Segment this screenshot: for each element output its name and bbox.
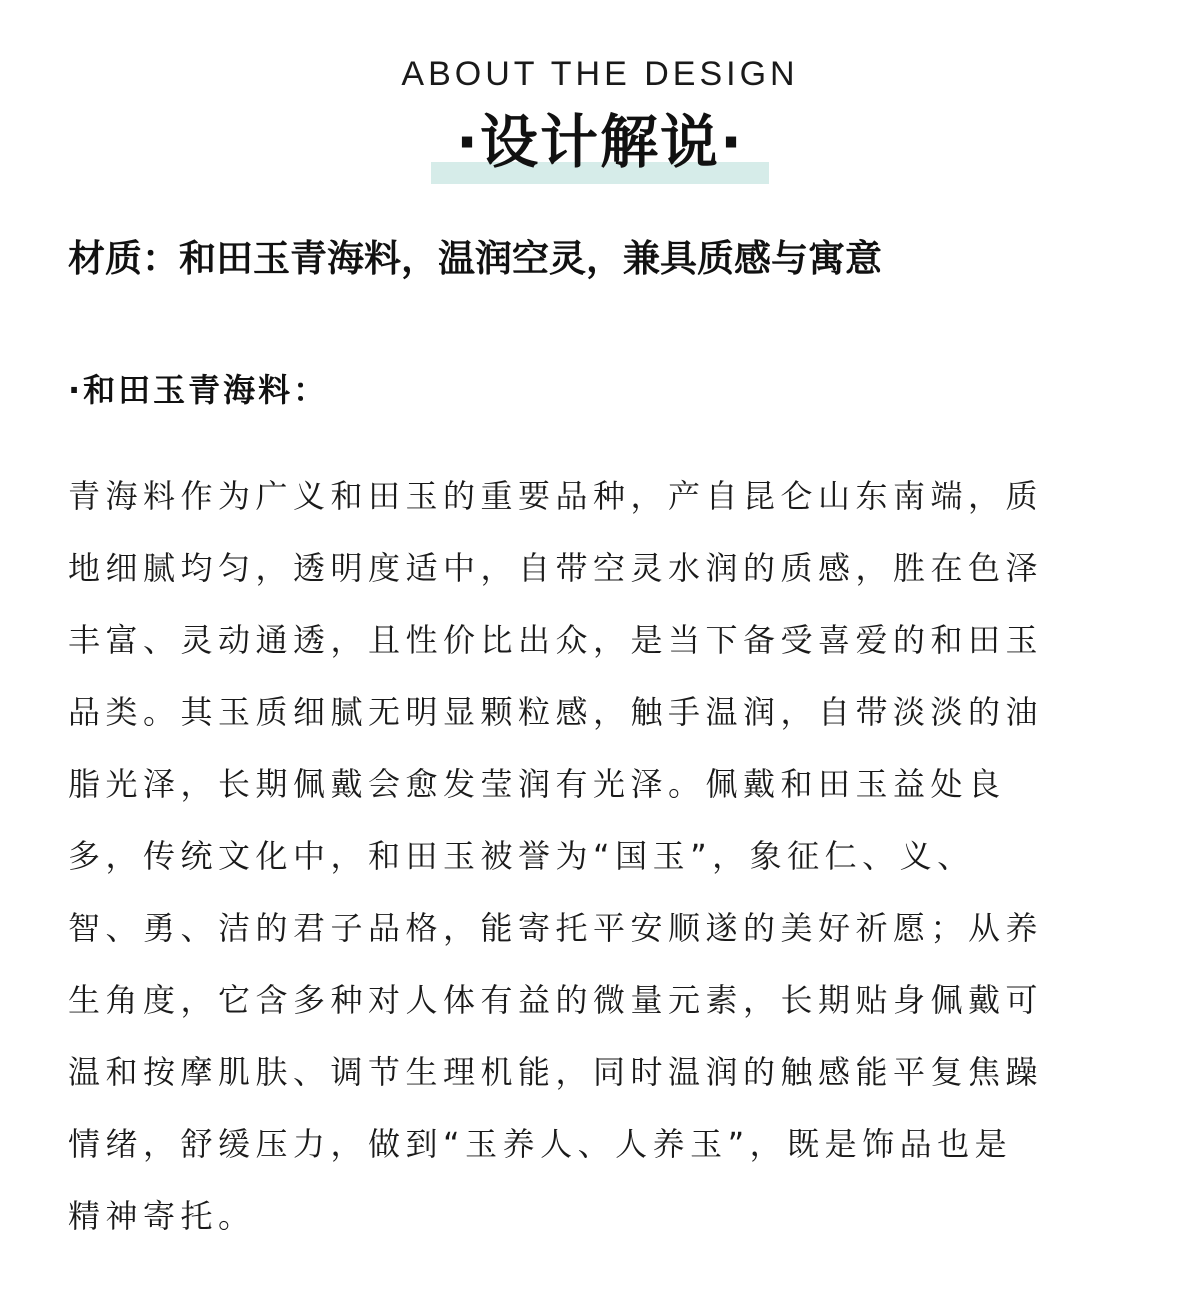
body-line: 脂光泽，长期佩戴会愈发莹润有光泽。佩戴和田玉益处良 <box>68 765 1006 803</box>
body-line: 情绪，舒缓压力，做到“玉养人、人养玉”，既是饰品也是 <box>68 1125 1013 1163</box>
body-line: 丰富、灵动通透，且性价比出众，是当下备受喜爱的和田玉 <box>68 621 1044 659</box>
page-header <box>0 52 1200 178</box>
body-line: 精神寄托。 <box>68 1197 256 1235</box>
body-line: 品类。其玉质细腻无明显颗粒感，触手温润，自带淡淡的油 <box>68 693 1044 731</box>
body-paragraph <box>68 460 1112 1252</box>
title-block <box>456 106 744 178</box>
body-line: 多，传统文化中，和田玉被誉为“国玉”，象征仁、义、 <box>68 837 975 875</box>
body-line: 智、勇、洁的君子品格，能寄托平安顺遂的美好祈愿；从养 <box>68 909 1044 947</box>
eyebrow-text: ABOUT THE DESIGN <box>401 55 799 93</box>
body-line: 温和按摩肌肤、调节生理机能，同时温润的触感能平复焦躁 <box>68 1053 1044 1091</box>
page-title: ·设计解说· <box>455 108 745 176</box>
body-line: 青海料作为广义和田玉的重要品种，产自昆仑山东南端，质 <box>68 477 1044 515</box>
section-label: ·和田玉青海料： <box>68 371 329 409</box>
material-headline: 材质：和田玉青海料，温润空灵，兼具质感与寓意 <box>68 237 882 280</box>
body-line: 生角度，它含多种对人体有益的微量元素，长期贴身佩戴可 <box>68 981 1044 1019</box>
body-line: 地细腻均匀，透明度适中，自带空灵水润的质感，胜在色泽 <box>68 549 1044 587</box>
